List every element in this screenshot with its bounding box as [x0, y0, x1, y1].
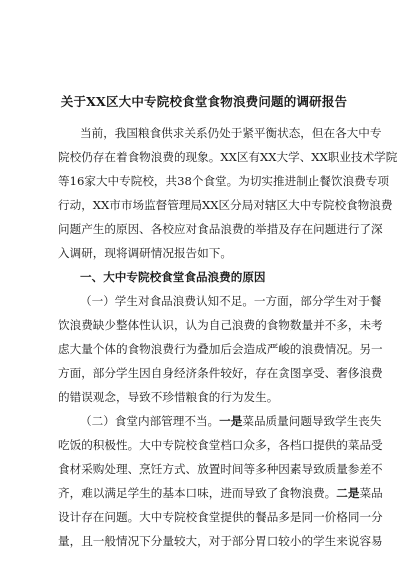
paragraph-line [58, 485, 383, 501]
text-run: 齐，难以满足学生的基本口味，进而导致了食物浪费。 [58, 486, 337, 500]
paragraph-line: 问题产生的原因、各校应对食品浪费的举措及存在问题进行了深 [58, 222, 383, 236]
paragraph-line: 食材采购处理、烹饪方式、放置时间等多种因素导致质量参差不 [58, 462, 383, 476]
bold-marker: 一是 [219, 414, 243, 428]
paragraph-line: 方面，部分学生因自身经济条件较好，存在贪图享受、奢侈浪费 [58, 366, 383, 380]
text-run: （二）食堂内部管理不当。 [80, 414, 220, 428]
bold-marker: 二是 [336, 486, 360, 500]
text-run: 菜品质量问题导致学生丧失 [242, 414, 382, 428]
document-title: 关于XX区大中专院校食堂食物浪费问题的调研报告 [60, 94, 348, 109]
paragraph-line: 院校仍存在着食物浪费的现象。XX区有XX大学、XX职业技术学院 [58, 150, 398, 164]
text-run: 菜品 [359, 486, 383, 500]
paragraph-line: 等16家大中专院校，共38个食堂。为切实推进制止餐饮浪费专项 [58, 174, 389, 188]
paragraph-line: （一）学生对食品浪费认知不足。一方面，部分学生对于餐 [80, 294, 382, 308]
paragraph-line: 设计存在问题。大中专院校食堂提供的餐品多是同一价格同一分 [58, 510, 383, 524]
paragraph-line: 虑大量个体的食物浪费行为叠加后会造成严峻的浪费情况。另一 [58, 342, 383, 356]
paragraph-line: 量，且一般情况下分量较大，对于部分胃口较小的学生来说容易 [58, 534, 383, 548]
paragraph-line: 当前，我国粮食供求关系仍处于紧平衡状态，但在各大中专 [80, 126, 382, 140]
paragraph-line [80, 413, 382, 429]
section-heading: 一、大中专院校食堂食品浪费的原因 [80, 270, 266, 284]
paragraph-line: 的错误观念，导致不珍惜粮食的行为发生。 [58, 390, 279, 404]
paragraph-line: 入调研，现将调研情况报告如下。 [58, 246, 232, 260]
paragraph-line: 吃饭的积极性。大中专院校食堂档口众多，各档口提供的菜品受 [58, 438, 383, 452]
paragraph-line: 饮浪费缺少整体性认识，认为自己浪费的食物数量并不多，未考 [58, 318, 383, 332]
paragraph-line: 行动，XX市市场监督管理局XX区分局对辖区大中专院校食物浪费 [58, 198, 393, 212]
